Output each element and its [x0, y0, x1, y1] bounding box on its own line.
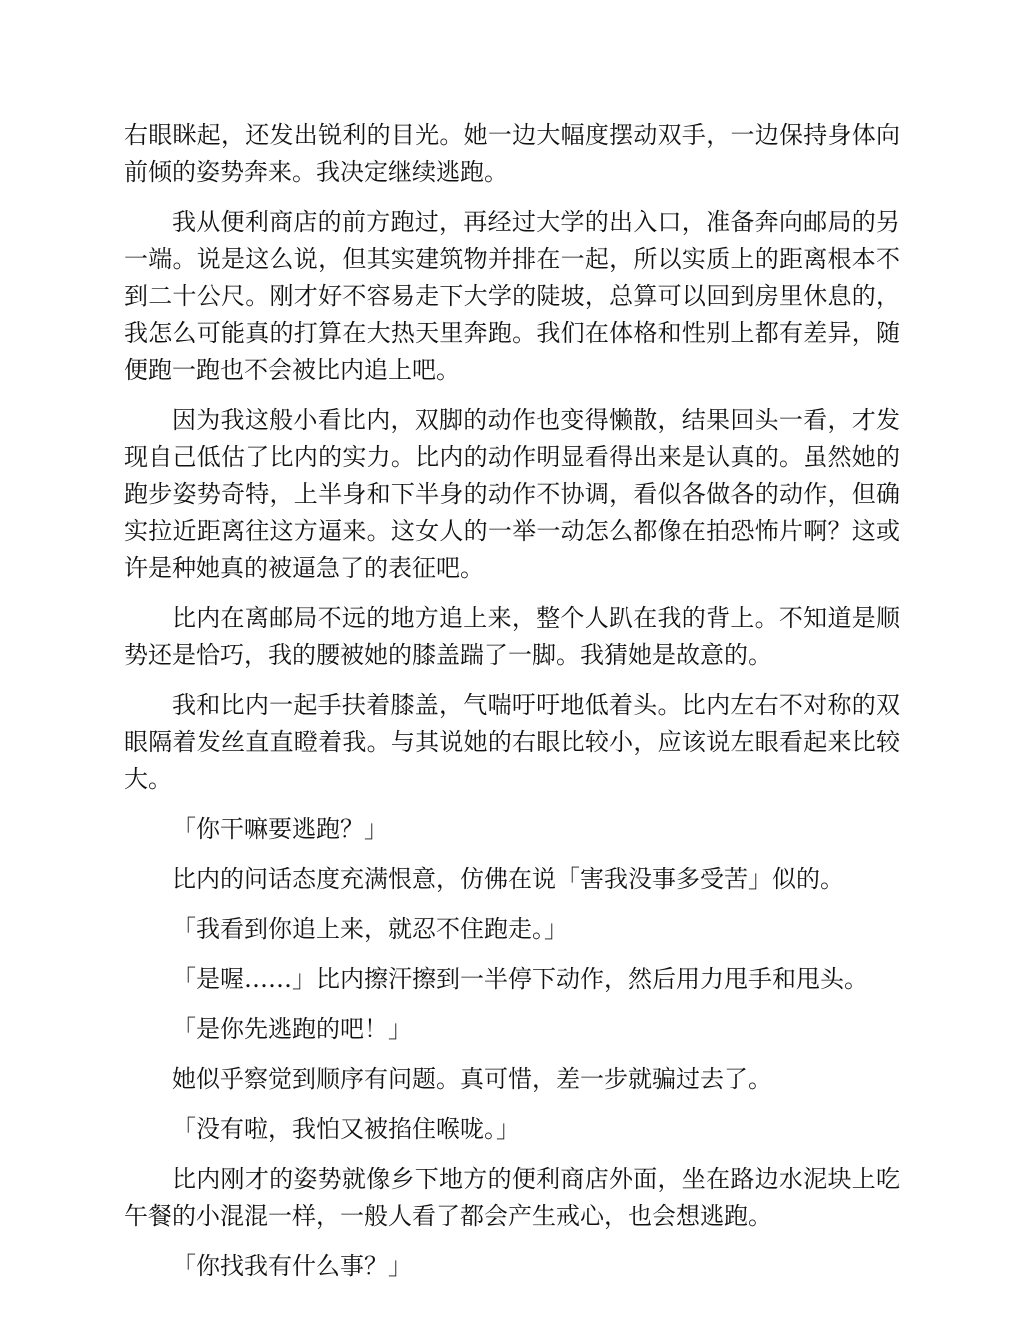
paragraph: 因为我这般小看比内，双脚的动作也变得懒散，结果回头一看，才发现自己低估了比内的实力。比内的动作明显看得出来是认真的。虽然她的跑步姿势奇特，上半身和下半身的动作不协调，看似各做各的动作，但确实拉近距离往这方逼来。这女人的一举一动怎么都像在拍恐怖片啊？这或许是种她真的被逼急了的表征吧。 [124, 406, 900, 582]
dialogue-line: 「你找我有什么事？」 [172, 1252, 412, 1280]
dialogue-line: 「你干嘛要逃跑？」 [172, 815, 388, 843]
paragraph: 右眼眯起，还发出锐利的目光。她一边大幅度摆动双手，一边保持身体向前倾的姿势奔来。我决定继续逃跑。 [124, 121, 900, 186]
dialogue-line: 「我看到你追上来，就忍不住跑走。」 [172, 915, 568, 943]
dialogue-line: 「是喔……」比内擦汗擦到一半停下动作，然后用力甩手和甩头。 [172, 965, 868, 993]
dialogue-line: 「没有啦，我怕又被掐住喉咙。」 [172, 1115, 520, 1143]
dialogue-line: 「是你先逃跑的吧！」 [172, 1015, 412, 1043]
body-text [124, 117, 900, 1298]
paragraph: 比内在离邮局不远的地方追上来，整个人趴在我的背上。不知道是顺势还是恰巧，我的腰被她的膝盖踹了一脚。我猜她是故意的。 [124, 604, 900, 669]
paragraph: 我和比内一起手扶着膝盖，气喘吁吁地低着头。比内左右不对称的双眼隔着发丝直直瞪着我。与其说她的右眼比较小，应该说左眼看起来比较大。 [124, 691, 900, 793]
paragraph: 她似乎察觉到顺序有问题。真可惜，差一步就骗过去了。 [172, 1065, 772, 1093]
paragraph: 比内的问话态度充满恨意，仿佛在说「害我没事多受苦」似的。 [172, 865, 844, 893]
paragraph: 比内刚才的姿势就像乡下地方的便利商店外面，坐在路边水泥块上吃午餐的小混混一样，一般人看了都会产生戒心，也会想逃跑。 [124, 1165, 900, 1230]
paragraph: 我从便利商店的前方跑过，再经过大学的出入口，准备奔向邮局的另一端。说是这么说，但其实建筑物并排在一起，所以实质上的距离根本不到二十公尺。刚才好不容易走下大学的陡坡，总算可以回到房里休息的，我怎么可能真的打算在大热天里奔跑。我们在体格和性别上都有差异，随便跑一跑也不会被比内追上吧。 [124, 208, 900, 384]
